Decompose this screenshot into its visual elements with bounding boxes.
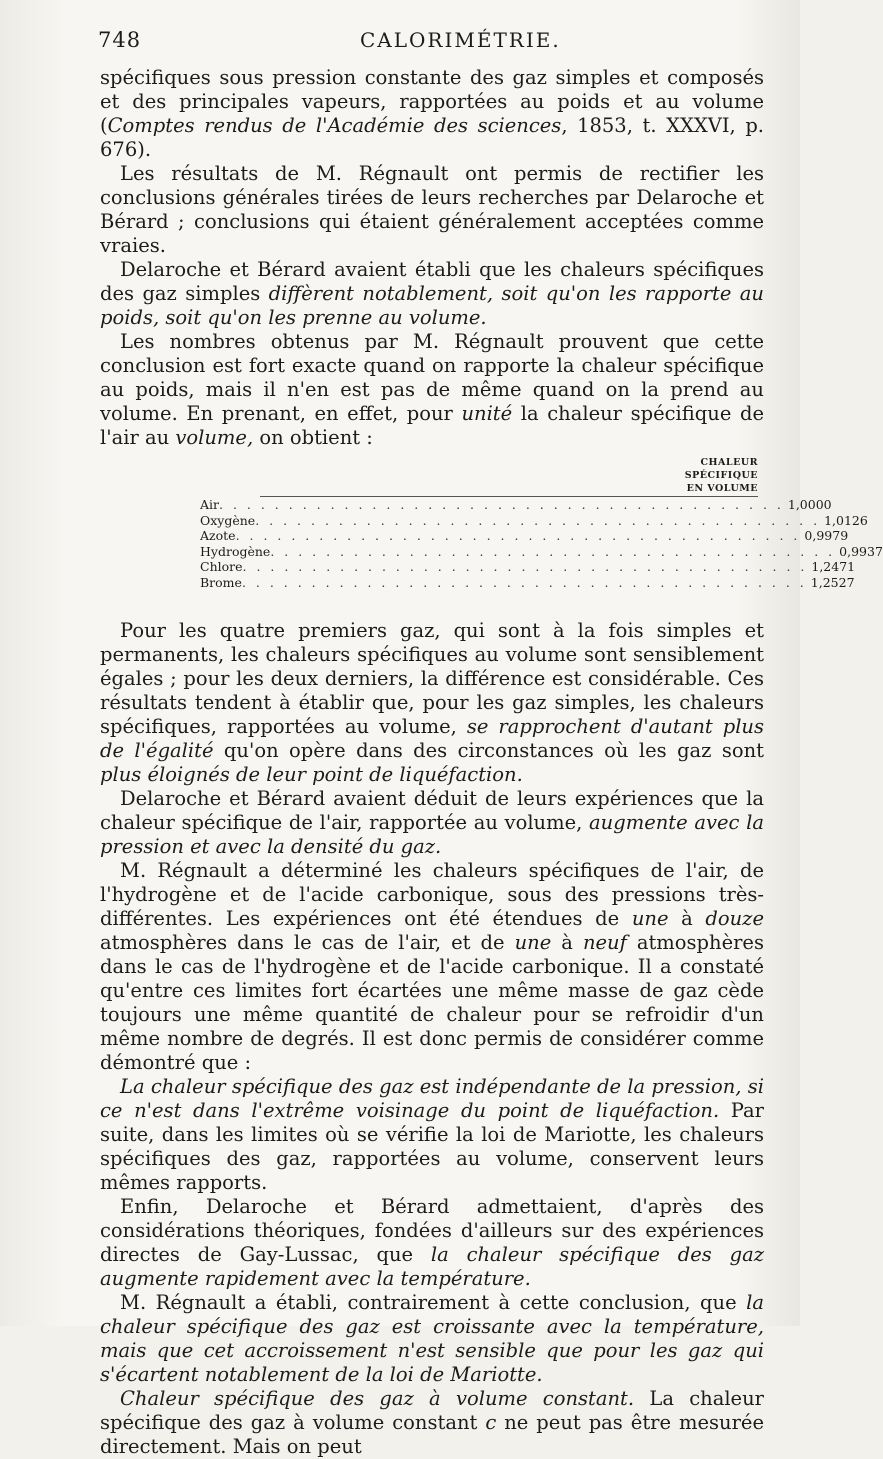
paragraph-4: Les nombres obtenus par M. Régnault prouvent que cette conclusion est fort exacte quand on rapporte la chaleur spécifique au poids, mais il n'en est pas de même quand on la prend au volume. En prenant, en effet, pour unité la chaleur spécifique de l'air au volume, on obtient :: [100, 330, 764, 449]
page-number: 748: [98, 28, 142, 52]
table-row: Azote . . . . . . . . . . . . . . . . . . . . . . . . . . . . . . . . . . . . . . . . . 0,9979: [200, 528, 849, 544]
table-row: Hydrogène . . . . . . . . . . . . . . . . . . . . . . . . . . . . . . . . . . . . . . . . . 0,9937: [200, 543, 883, 559]
paragraph-6: Delaroche et Bérard avaient déduit de leurs expériences que la chaleur spécifique de l'air, rapportée au volume, augmente avec la pression et avec la densité du gaz.: [100, 786, 764, 858]
table-row: Air . . . . . . . . . . . . . . . . . . . . . . . . . . . . . . . . . . . . . . . . . 1,0000: [200, 497, 832, 512]
table-column-header: CHALEUR SPÉCIFIQUE EN VOLUME: [200, 456, 760, 497]
page-header: [98, 28, 760, 58]
paragraph-3: Delaroche et Bérard avaient établi que les chaleurs spécifiques des gaz simples diffèrent notablement, soit qu'on les rapporte au poids, soit qu'on les prenne au volume.: [100, 258, 764, 329]
paragraph-2: Les résultats de M. Régnault ont permis de rectifier les conclusions générales tirées de leurs recherches par Delaroche et Bérard ; conclusions qui étaient généralement acceptées comme vraies.: [100, 162, 764, 257]
paragraph-9: Enfin, Delaroche et Bérard admettaient, d'après des considérations théoriques, fondées d'ailleurs sur des expériences directes de Gay-Lussac, que la chaleur spécifique des gaz augmente rapidement avec la température.: [100, 1194, 764, 1290]
paragraph-7: M. Régnault a déterminé les chaleurs spécifiques de l'air, de l'hydrogène et de l'acide carbonique, sous des pressions très-différentes. Les expériences ont été étendues de une à douze atmosphères dans le cas de l'air, et de une à neuf atmosphères dans le cas de l'hydrogène et de l'acide carbonique. Il a constaté qu'entre ces limites fort écartées une même masse de gaz cède toujours une même quantité de chaleur pour se refroidir d'un même nombre de degrés. Il est donc permis de considérer comme démontré que :: [100, 858, 764, 1074]
paragraph-11: Chaleur spécifique des gaz à volume constant. La chaleur spécifique des gaz à volume constant c ne peut pas être mesurée directement. Mais on peut: [100, 1386, 764, 1458]
table-row: Chlore . . . . . . . . . . . . . . . . . . . . . . . . . . . . . . . . . . . . . . . . . 1,2471: [200, 559, 856, 575]
table-row: Brome . . . . . . . . . . . . . . . . . . . . . . . . . . . . . . . . . . . . . . . . . 1,2527: [200, 574, 855, 590]
running-title: CALORIMÉTRIE.: [360, 28, 561, 52]
table-row: Oxygène . . . . . . . . . . . . . . . . . . . . . . . . . . . . . . . . . . . . . . . . . 1,0126: [200, 512, 868, 528]
paragraph-8: La chaleur spécifique des gaz est indépendante de la pression, si ce n'est dans l'extrême voisinage du point de liquéfaction. Par suite, dans les limites où se vérifie la loi de Mariotte, les chaleurs spécifiques des gaz, rapportées au volume, conservent leurs mêmes rapports.: [100, 1074, 765, 1194]
paragraph-10: M. Régnault a établi, contrairement à cette conclusion, que la chaleur spécifique des gaz est croissante avec la température, mais que cet accroissement n'est sensible que pour les gaz qui s'écartent notablement de la loi de Mariotte.: [100, 1290, 764, 1386]
specific-heat-table: [200, 456, 883, 591]
paragraph-1: spécifiques sous pression constante des gaz simples et composés et des principales vapeurs, rapportées au poids et au volume (Comptes rendus de l'Académie des sciences, 1853, t. XXXVI, p. 676).: [100, 66, 765, 161]
body-text: [100, 66, 883, 1459]
paragraph-5: Pour les quatre premiers gaz, qui sont à la fois simples et permanents, les chaleurs spécifiques au volume sont sensiblement égales ; pour les deux derniers, la différence est considérable. Ces résultats tendent à établir que, pour les gaz simples, les chaleurs spécifiques, rapportées au volume, se rapprochent d'autant plus de l'égalité qu'on opère dans des circonstances où les gaz sont plus éloignés de leur point de liquéfaction.: [100, 618, 765, 786]
